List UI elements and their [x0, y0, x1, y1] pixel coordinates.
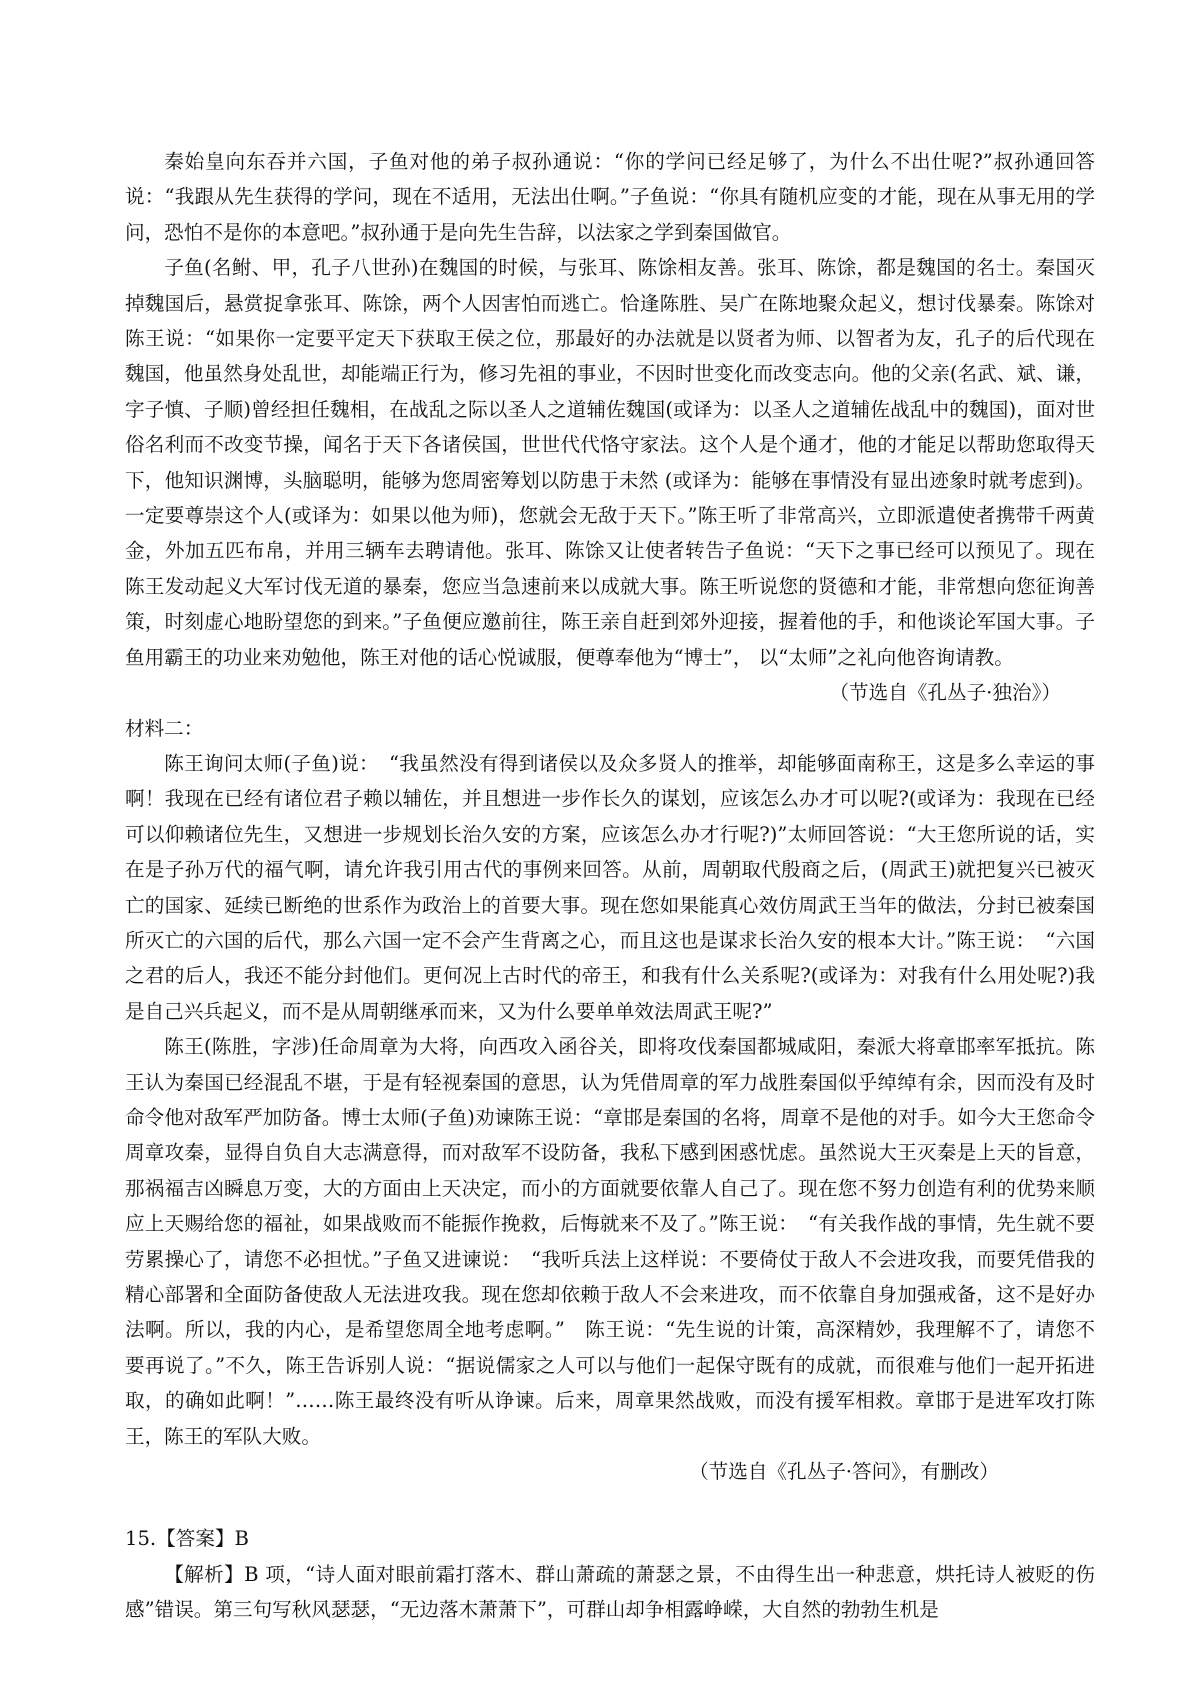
section-spacer	[125, 1489, 1095, 1521]
paragraph-zhou-zhang-campaign: 陈王(陈胜，字涉)任命周章为大将，向西攻入函谷关，即将攻伐秦国都城咸阳，秦派大将章邯率军抵抗。陈王认为秦国已经混乱不堪，于是有轻视秦国的意思，认为凭借周章的军力战胜秦国似乎绰绰有余，因而没有及时命令他对敌军严加防备。博士太师(子鱼)劝谏陈王说：“章邯是秦国的名将，周章不是他的对手。如今大王您命令周章攻秦，显得自负自大志满意得，而对敌军不设防备，我私下感到困惑忧虑。虽然说大王灭秦是上天的旨意，那祸福吉凶瞬息万变，大的方面由上天决定，而小的方面就要依靠人自己了。现在您不努力创造有利的优势来顺应上天赐给您的福祉，如果战败而不能振作挽救，后悔就来不及了。”陈王说： “有关我作战的事情，先生就不要劳累操心了，请您不必担忧。”子鱼又进谏说： “我听兵法上这样说：不要倚仗于敌人不会进攻我，而要凭借我的精心部署和全面防备使敌人无法进攻我。现在您却依赖于敌人不会来进攻，而不依靠自身加强戒备，这不是好办法啊。所以，我的内心，是希望您周全地考虑啊。” 陈王说：“先生说的计策，高深精妙，我理解不了，请您不要再说了。”不久，陈王告诉别人说：“据说儒家之人可以与他们一起保守既有的成就，而很难与他们一起开拓进取，的确如此啊！”……陈王最终没有听从诤谏。后来，周章果然战败，而没有援军相救。章邯于是进军攻打陈王，陈王的军队大败。	[125, 1035, 1095, 1448]
source-note-dawen: （节选自《孔丛子·答问》，有删改）	[689, 1460, 999, 1484]
answer-line: 15.【答案】B	[125, 1527, 249, 1551]
analysis-paragraph: 【解析】B 项，“诗人面对眼前霜打落木、群山萧疏的萧瑟之景，不由得生出一种悲意，烘托诗人被贬的伤感”错误。第三句写秋风瑟瑟，“无边落木萧萧下”，可群山却争相露峥嵘，大自然的勃勃生机是	[125, 1562, 1095, 1622]
paragraph-shusun-tong: 秦始皇向东吞并六国，子鱼对他的弟子叔孙通说：“你的学问已经足够了，为什么不出仕呢?”叔孙通回答说：“我跟从先生获得的学问，现在不适用，无法出仕啊。”子鱼说：“你具有随机应变的才能，现在从事无用的学问，恐怕不是你的本意吧。”叔孙通于是向先生告辞，以法家之学到秦国做官。	[125, 150, 1095, 244]
source-note-duzhi: （节选自《孔丛子·独治》）	[829, 681, 1061, 705]
paragraph-chen-wang-asks: 陈王询问太师(子鱼)说： “我虽然没有得到诸侯以及众多贤人的推举，却能够面南称王，这是多么幸运的事啊！我现在已经有诸位君子赖以辅佐，并且想进一步作长久的谋划，应该怎么办才可以呢?(或译为：我现在已经可以仰赖诸位先生，又想进一步规划长治久安的方案，应该怎么办才行呢?)”太师回答说：“大王您所说的话，实在是子孙万代的福气啊，请允许我引用古代的事例来回答。从前，周朝取代殷商之后，(周武王)就把复兴已被灭亡的国家、延续已断绝的世系作为政治上的首要大事。现在您如果能真心效仿周武王当年的做法，分封已被秦国所灭亡的六国的后代，那么六国一定不会产生背离之心，而且这也是谋求长治久安的根本大计。”陈王说： “六国之君的后人，我还不能分封他们。更何况上古时代的帝王，和我有什么关系呢?(或译为：对我有什么用处呢?)我是自己兴兵起义，而不是从周朝继承而来，又为什么要单单效法周武王呢?”	[125, 751, 1095, 1023]
material-2-heading: 材料二：	[125, 716, 204, 740]
document-page	[125, 144, 1095, 1628]
paragraph-ziyu-in-wei: 子鱼(名鲋、甲，孔子八世孙)在魏国的时候，与张耳、陈馀相友善。张耳、陈馀，都是魏国的名士。秦国灭掉魏国后，悬赏捉拿张耳、陈馀，两个人因害怕而逃亡。恰逢陈胜、吴广在陈地聚众起义，想讨伐暴秦。陈馀对陈王说：“如果你一定要平定天下获取王侯之位，那最好的办法就是以贤者为师、以智者为友，孔子的后代现在魏国，他虽然身处乱世，却能端正行为，修习先祖的事业，不因时世变化而改变志向。他的父亲(名武、斌、谦，字子慎、子顺)曾经担任魏相，在战乱之际以圣人之道辅佐魏国(或译为：以圣人之道辅佐战乱中的魏国)，面对世俗名利而不改变节操，闻名于天下各诸侯国，世世代代恪守家法。这个人是个通才，他的才能足以帮助您取得天下，他知识渊博，头脑聪明，能够为您周密筹划以防患于未然 (或译为：能够在事情没有显出迹象时就考虑到)。一定要尊崇这个人(或译为：如果以他为师)，您就会无敌于天下。”陈王听了非常高兴，立即派遣使者携带千两黄金，外加五匹布帛，并用三辆车去聘请他。张耳、陈馀又让使者转告子鱼说：“天下之事已经可以预见了。现在陈王发动起义大军讨伐无道的暴秦，您应当急速前来以成就大事。陈王听说您的贤德和才能，非常想向您征询善策，时刻虚心地盼望您的到来。”子鱼便应邀前往，陈王亲自赶到郊外迎接，握着他的手，和他谈论军国大事。子鱼用霸王的功业来劝勉他，陈王对他的话心悦诚服，便尊奉他为“博士”， 以“太师”之礼向他咨询请教。	[125, 256, 1095, 669]
